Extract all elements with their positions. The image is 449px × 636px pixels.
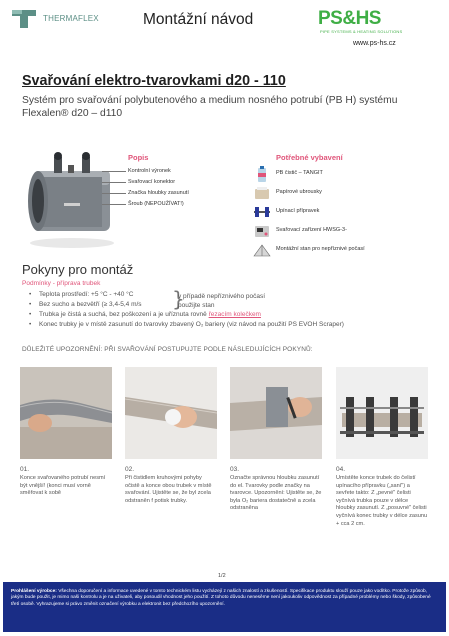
website-link[interactable]: www.ps-hs.cz: [353, 40, 396, 47]
equipment-item: [252, 185, 422, 204]
step-2-text: Při čistidlem kruhovými pohyby očistě a konce obou trubek v místě svařování. Ujistěte se, že byl zcela odstraněn f potisk trubky.: [125, 475, 212, 504]
equipment-label: Montážní stan pro nepříznivé počasí: [276, 246, 365, 252]
thermaflex-mark-icon: [10, 8, 38, 30]
equipment-label: Upínací přípravek: [276, 208, 320, 214]
step-1-number: 01.: [20, 466, 30, 473]
important-warning: DŮLEŽITÉ UPOZORNĚNÍ: PŘI SVAŘOVÁNÍ POSTUPUJTE PODLE NÁSLEDUJÍCÍCH POKYNŮ:: [22, 346, 313, 353]
list-item: • Teplota prostředí: +5 °C - +40 °C: [29, 290, 439, 300]
equipment-item: [252, 204, 422, 223]
page-number: 1/2: [218, 573, 226, 579]
description-heading: Popis: [128, 153, 149, 162]
page-header: [0, 0, 449, 52]
paper-towel-icon: [252, 185, 272, 201]
step-2-image: [125, 367, 217, 459]
step-2-number: 02.: [125, 466, 135, 473]
disclaimer-text: [11, 589, 438, 608]
footer-disclaimer: [3, 582, 446, 632]
equipment-item: [252, 242, 422, 264]
cleaner-bottle-icon: [252, 166, 272, 182]
conditions-subheading: Podmínky - příprava trubek: [22, 280, 101, 287]
step-3-image: [230, 367, 322, 459]
clamp-tool-icon: [252, 204, 272, 220]
electrofusion-fitting-image: [24, 143, 120, 253]
step-4-text: Umístěte konce trubek do čelistí upínacího přípravku („saní") a sevřete takto: Z „pevné" čelisti vyčnívá trubka pouze v délce hloubky zasunutí. Z „posuvné" čelisti vyčnívá konec trubky v délce zasunu + cca 2 cm.: [336, 475, 428, 527]
thermaflex-name: THERMAFLEX: [43, 14, 99, 23]
subtitle: Systém pro svařování polybutenového a medium nosného potrubí (PB H) systému Flexalen® d20 – d110: [22, 95, 398, 119]
description-item: Šroub (NEPOUŽÍVAT!): [128, 199, 268, 210]
step-3-text: Označte správnou hloubku zasunutí do el. Tvarovky podle značky na tvarovce. Upozornění: Ujistěte se, že byla O₂ bariera dostatečně a zcela odstraněna: [230, 475, 322, 512]
equipment-item: [252, 223, 422, 242]
description-item: Svařovací konektor: [128, 177, 268, 188]
step-1-text: Konce svařovaného potrubí nesmí být vnější! (konci musí vorně směřovat k sobě: [20, 475, 106, 497]
list-item: [29, 310, 439, 320]
thermaflex-logo: [10, 8, 120, 28]
equipment-item: [252, 166, 422, 185]
list-item: • Bez sucho a bezvětří (≥ 3,4-5,4 m/s: [29, 300, 439, 310]
welding-device-icon: [252, 223, 272, 239]
equipment-section: [252, 153, 422, 264]
equipment-heading: Potřebné vybavení: [276, 153, 343, 162]
description-item: Kontrolní výronek: [128, 166, 268, 177]
list-item-text: Trubka je čistá a suchá, bez poškození a je uříznuta rovně: [39, 311, 207, 318]
disclaimer-body: Všechna doporučení a informace uvedené v tomto technickém listu vycházejí z našich znalostí a zkušeností. Specifikace produktu slouží pouze jako vodítko. Protože způsob, jakým bude použit, je mimo naši kontrolu a je na uživateli, aby posoudil vhodnost jeho použití. Z tohoto důvodu nenesěme není jakoukoliv odpovědnost za případné problémy nebo škody, způsobené třetí osobě. Vyhrazujeme si právo změnit označení výrobku a elektronit bez předchozího upozornění.: [11, 589, 431, 607]
instructions-heading: Pokyny pro montáž: [22, 262, 134, 277]
tent-icon: [252, 242, 272, 258]
description-section: [128, 153, 268, 210]
equipment-label: PB čistič – TANGIT: [276, 170, 323, 176]
pshs-logo-text: PS&HS: [318, 8, 381, 29]
list-item: • Konec trubky je v místě zasunutí do tvarovky zbavený O₂ bariery (viz návod na použití PS EVOH Scraper): [29, 320, 439, 330]
main-title: Svařování elektro-tvarovkami d20 - 110: [22, 73, 286, 89]
step-4-image: [336, 367, 428, 459]
pshs-logo-sub: PIPE SYSTEMS & HEATING SOLUTIONS: [320, 29, 403, 34]
weather-note-line: použijte stan: [178, 302, 215, 309]
equipment-label: Papírové ubrousky: [276, 189, 322, 195]
step-1-image: [20, 367, 112, 459]
document-title: Montážní návod: [143, 11, 254, 28]
step-3-number: 03.: [230, 466, 240, 473]
weather-note-line: v případě nepříznivého počasí: [178, 293, 266, 300]
brace-icon: }: [172, 287, 185, 311]
description-item: Značka hloubky zasunutí: [128, 188, 268, 199]
equipment-label: Svařovací zařízení HWSG-3-: [276, 227, 347, 233]
cutter-link[interactable]: řezacím kolečkem: [208, 311, 261, 318]
weather-note: [178, 292, 265, 310]
pshs-logo: [318, 9, 440, 37]
disclaimer-lead: Prohlášení výrobce:: [11, 589, 57, 594]
step-4-number: 04.: [336, 466, 346, 473]
